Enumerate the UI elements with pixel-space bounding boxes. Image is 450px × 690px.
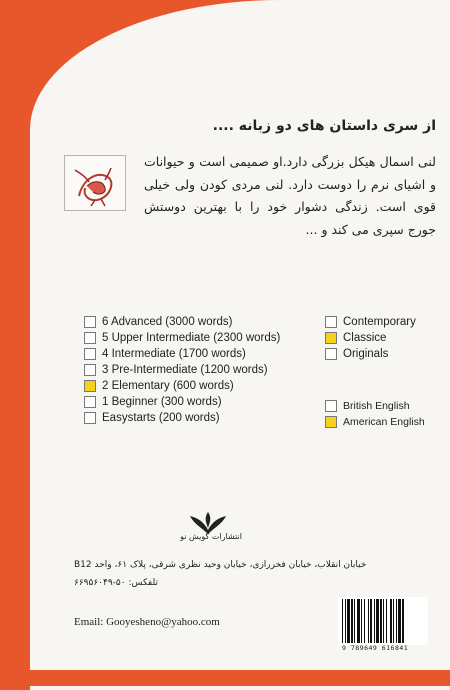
barcode [338,597,428,645]
category-row [325,314,416,330]
category-row [325,330,416,346]
story-description: لنی اسمال هیکل بزرگی دارد.او صمیمی است و حیوانات و اشیای نرم را دوست دارد. لنی مردی کودن ولی خیلی قوی است. زندگی دشوار خود را با بهترین دوستش جورج سپری می کند و ... [144,154,436,237]
level-label: Easystarts (200 words) [102,412,220,424]
email-text: Email: Gooyesheno@yahoo.com [74,616,220,628]
level-row [84,394,280,410]
level-row [84,410,280,426]
category-label: Originals [343,348,389,360]
dialect-row [325,398,425,414]
publisher-name: انتشارات گویش نو [180,532,242,541]
level-list [84,314,280,426]
level-label: 6 Advanced (3000 words) [102,316,233,328]
dialect-list [325,398,425,430]
level-label: 4 Intermediate (1700 words) [102,348,246,360]
level-label: 3 Pre-Intermediate (1200 words) [102,364,268,376]
level-row [84,314,280,330]
category-row [325,346,416,362]
dialect-checkbox-checked [325,416,337,428]
dialect-label: American English [343,416,425,428]
category-label: Contemporary [343,316,416,328]
dialect-label: British English [343,400,410,412]
category-checkbox [325,348,337,360]
category-list [325,314,416,362]
dialect-checkbox [325,400,337,412]
phone-line: تلفکس: ۵۰-۶۶۹۵۶۰۴۹ [74,578,158,588]
level-checkbox [84,396,96,408]
level-row [84,362,280,378]
cover-illustration [64,155,126,211]
category-checkbox-checked [325,332,337,344]
level-checkbox [84,316,96,328]
level-checkbox [84,364,96,376]
level-checkbox-checked [84,380,96,392]
level-label: 1 Beginner (300 words) [102,396,222,408]
level-label: 5 Upper Intermediate (2300 words) [102,332,281,344]
level-row [84,346,280,362]
level-checkbox [84,348,96,360]
category-label: Classice [343,332,387,344]
dialect-row [325,414,425,430]
level-row [84,330,280,346]
publisher-address [74,556,414,592]
category-checkbox [325,316,337,328]
level-label: 2 Elementary (600 words) [102,380,234,392]
level-row [84,378,280,394]
bottom-strip [0,670,450,686]
series-title: از سری داستان های دو زبانه .... [212,118,436,134]
isbn-number: 9 789649 616841 [342,644,409,652]
level-checkbox [84,412,96,424]
address-line: خیابان انقلاب، خیابان فخررازی، خیابان وحید نظری شرقی، پلاک ۶۱، واحد B12 [74,560,367,570]
level-checkbox [84,332,96,344]
